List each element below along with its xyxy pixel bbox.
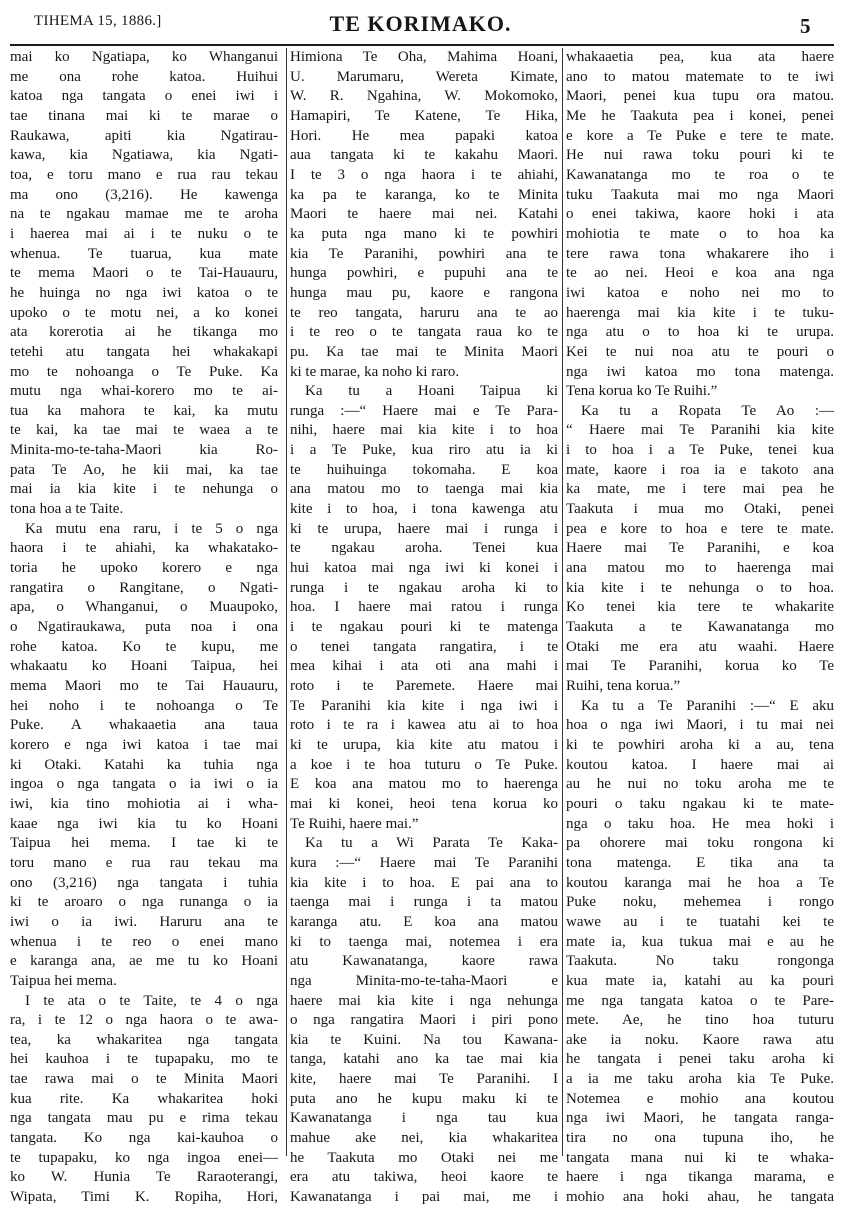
text-line: kura :—“ Haere mai Te Paranihi: [290, 854, 558, 871]
text-line: ki te urupa, kia kite atu matou i: [290, 736, 558, 753]
text-line: ka mate, me i tere mai pea he: [566, 481, 834, 498]
text-line: me nga tangata katoa o te Pare-: [566, 992, 834, 1009]
text-line: Kei te nui noa atu te pouri o: [566, 343, 834, 360]
text-line: Taipua hei mema.: [10, 972, 117, 989]
text-line: a ia me taku aroha kia Te Puke.: [566, 1071, 834, 1088]
text-line: whakaatu ko Hoani Taipua, hei: [10, 658, 278, 675]
text-line: Ko tenei kia tere te whakarite: [566, 599, 834, 616]
text-line: runga :—“ Haere mai e Te Para-: [290, 402, 558, 419]
text-line: “ Haere mai Te Paranihi kia kite: [566, 422, 834, 439]
article-column-2: [290, 48, 558, 1206]
text-line: ki Otaki. Katahi ka tuhia nga: [10, 756, 278, 773]
text-line: Raukawa, apiti kia Ngatirau-: [10, 127, 278, 144]
text-line: He nui rawa toku pouri ki te: [566, 147, 834, 164]
text-line: Me he Taakuta pea i konei, penei: [566, 107, 834, 124]
text-line: kia kite i te nehunga o to hoa.: [566, 579, 834, 596]
text-line: mai Te Paranihi, korua ko Te: [566, 658, 834, 675]
text-line: mea kihai i ata oti ana mahi i: [290, 658, 558, 675]
text-line: he Taakuta mo Otaki nei me: [290, 1149, 558, 1166]
text-line: tira no ona tupuna iho, he: [566, 1130, 834, 1147]
text-line: U. Marumaru, Wereta Kimate,: [290, 68, 558, 85]
text-line: mate ia, kua tukua mai e au he: [566, 933, 834, 950]
text-line: Maori, penei kua tupu ora matou.: [566, 88, 834, 105]
text-line: Tena korua ko Te Ruihi.”: [566, 383, 718, 400]
text-line: kaae nga iwi kia tu ko Hoani: [10, 815, 278, 832]
text-line: ka pa te karanga, ko te Minita: [290, 186, 558, 203]
text-line: runga i te ngakau aroha ki to: [290, 579, 558, 596]
text-line: Taakuta a te Kawanatanga mo: [566, 619, 834, 636]
text-line: Te Ruihi, haere mai.”: [290, 815, 419, 832]
text-line: Taakuta. No taku rongonga: [566, 953, 834, 970]
text-line: Notemea e mohio ana koutou: [566, 1090, 834, 1107]
text-line: pea e kore to hoa e tere te mate.: [566, 520, 834, 537]
text-line: whenua i te reo o enei mano: [10, 933, 278, 950]
text-line: hunga mau pu, kaore e rangona: [290, 284, 558, 301]
text-line: toa, e toru mano e rua rau tekau: [10, 166, 278, 183]
text-line: korero e nga iwi katoa i tae mai: [10, 736, 278, 753]
text-line: hui katoa mai nga iwi ki konei i: [290, 560, 558, 577]
text-line: i te ngakau pouri ki te matenga: [290, 619, 558, 636]
text-line: tanga, katahi ano ka tae mai kia: [290, 1051, 558, 1068]
text-line: Puke noku, mehemea i rongo: [566, 894, 834, 911]
text-line: nga iwi katoa mo tona matenga.: [566, 363, 834, 380]
newspaper-title: TE KORIMAKO.: [329, 11, 512, 36]
text-line: nga Minita-mo-te-taha-Maori e: [290, 972, 558, 989]
text-line: tae rawa mai o te Minita Maori: [10, 1071, 278, 1088]
text-line: ake ia noku. Kaore rawa atu: [566, 1031, 834, 1048]
text-line: ki te powhiri aroha ki a au, tena: [566, 736, 834, 753]
text-line: puta ano he kupu maku ki te: [290, 1090, 558, 1107]
text-line: te reo tangata, haruru ana te ao: [290, 304, 558, 321]
text-line: hei kauhoa i te tupapaku, mo te: [10, 1051, 278, 1068]
text-line: Ka tu a Hoani Taipua ki: [305, 383, 558, 400]
text-line: atu Kawanatanga, kaore rawa: [290, 953, 558, 970]
text-line: Hori. He mea papaki katoa: [290, 127, 558, 144]
article-column-3: [566, 48, 834, 1206]
text-line: rangatira o Rangitane, o Ngati-: [10, 579, 278, 596]
text-line: roto i te ra i kawea atu ai to hoa: [290, 717, 558, 734]
text-line: Otaki me era atu waahi. Haere: [566, 638, 834, 655]
text-line: ki to taenga mai, notemea i era: [290, 933, 558, 950]
text-line: roto i te Paremete. Haere mai: [290, 678, 558, 694]
text-line: koutou katoa. I haere mai ai: [566, 756, 834, 773]
text-line: apa, o Whanganui, o Muaupoko,: [10, 599, 278, 616]
text-line: whakaaetia pea, kua ata haere: [566, 49, 834, 65]
text-line: ono (3,216) nga tangata i tuhia: [10, 874, 278, 891]
text-line: Hamapiri, Te Katene, Te Hika,: [290, 107, 558, 124]
text-line: hoa o nga iwi Maori, i tu mai nei: [566, 717, 834, 734]
text-line: pu. Ka tae mai te Minita Maori: [290, 343, 558, 360]
text-line: e kore a Te Puke e tere te mate.: [566, 127, 834, 144]
text-line: he tangata i penei taku aroha ki: [566, 1051, 834, 1068]
text-line: Ka tu a Ropata Te Ao :—: [581, 402, 834, 419]
text-line: tetehi atu tangata hei whakakapi: [10, 343, 278, 360]
text-line: Kawanatanga i pai mai, me i: [290, 1189, 558, 1206]
text-line: nga atu o to hoa ki te urupa.: [566, 324, 834, 341]
text-line: i te reo o te tangata raua ko te: [290, 324, 558, 341]
text-line: mohiotia te mate o to hoa ka: [566, 225, 834, 242]
text-line: kia kite i to hoa. E pai ana to: [290, 874, 558, 891]
text-line: he huinga no nga iwi katoa o te: [10, 284, 278, 301]
text-line: mai ko Ngatiapa, ko Whanganui: [10, 49, 278, 65]
header-rule: [10, 44, 834, 46]
text-line: E koa ana matou mo to haerenga: [290, 776, 558, 793]
text-line: Puke. A whakaaetia ana taua: [10, 717, 278, 734]
text-line: e karanga ana, ae me tu ko Hoani: [10, 953, 278, 970]
text-line: a koe i te hoa tuturu o Te Puke.: [290, 756, 558, 773]
text-line: W. R. Ngahina, W. Mokomoko,: [290, 88, 558, 105]
text-line: toru mano e rua rau tekau ma: [10, 854, 278, 871]
text-line: tuku Taakuta mai mo nga Maori: [566, 186, 834, 203]
text-line: nga o taku hoa. He mea hoki i: [566, 815, 834, 832]
text-line: mema Maori mo te Tai Hauauru,: [10, 678, 278, 694]
text-line: pa ohorere mai toku rongona ki: [566, 835, 834, 852]
text-line: hei noho i te nohoanga o Te: [10, 697, 278, 714]
text-line: te ao nei. Heoi e koa ana nga: [566, 265, 834, 282]
text-line: pata Te Ao, he kii mai, ka tae: [10, 461, 278, 478]
text-line: tona hoa a te Taite.: [10, 501, 124, 518]
text-line: tae tinana mai ki te marae o: [10, 107, 278, 124]
text-line: whenua. Te tuarua, kua mate: [10, 245, 278, 262]
text-line: Kawanatanga i nga tau kua: [290, 1110, 558, 1127]
text-line: ki te marae, ka noho ki raro.: [290, 363, 460, 380]
column-divider: [286, 48, 287, 1156]
text-line: nga tangata mau pu e rima tekau: [10, 1110, 278, 1127]
text-line: era atu takiwa, heoi kaore te: [290, 1169, 558, 1186]
text-line: ki te aroaro o nga runanga o ia: [10, 894, 278, 911]
text-line: upoko o te motu nei, a ko konei: [10, 304, 278, 321]
page-number: 5: [800, 14, 811, 38]
text-line: mo te nohoanga o Te Puke. Ka: [10, 363, 278, 380]
text-line: na te ngakau mamae me te aroha: [10, 206, 278, 223]
text-line: i a Te Puke, kua riro atu ia ki: [290, 442, 558, 459]
text-line: koutou karanga mai he hoa a Te: [566, 874, 834, 891]
text-line: Ka tu a Wi Parata Te Kaka-: [305, 835, 558, 852]
text-line: o enei takiwa, kaore hoki i ata: [566, 206, 834, 223]
text-line: tona matenga. E tika ana ta: [566, 854, 834, 871]
text-line: o nga rangatira Maori i piri pono: [290, 1012, 558, 1029]
text-line: wawe au i te tuatahi kei te: [566, 913, 834, 930]
text-line: I te 3 o nga haora i te ahiahi,: [290, 166, 558, 183]
text-line: o Ngatiraukawa, puta noa i ona: [10, 619, 278, 636]
text-line: te ngakau aroha. Tenei kua: [290, 540, 558, 557]
text-line: mete. Ae, he tino hoa tuturu: [566, 1012, 834, 1029]
text-line: I te ata o te Taite, te 4 o nga: [25, 992, 278, 1009]
text-line: kite i to hoa, i tona kawenga atu: [290, 501, 558, 518]
text-line: iwi katoa e noho nei mo to: [566, 284, 834, 301]
text-line: toria he upoko korero e nga: [10, 560, 278, 577]
text-line: Wipata, Timi K. Ropiha, Hori,: [10, 1189, 278, 1206]
text-line: o tenei tangata rangatira, i te: [290, 638, 558, 655]
text-line: Maori te haere mai nei. Katahi: [290, 206, 558, 223]
text-line: mai ki konei, heoi tena korua ko: [290, 795, 558, 812]
text-line: hunga powhiri, e pupuhi ana te: [290, 265, 558, 282]
text-line: kia Te Paranihi, powhiri ana te: [290, 245, 558, 262]
text-line: ingoa o nga tangata o ia iwi o ia: [10, 776, 278, 793]
text-line: te tupapaku, ko nga ingoa enei—: [10, 1149, 278, 1166]
text-line: Ka mutu ena raru, i te 5 o nga: [25, 520, 278, 537]
text-line: ka puta nga mano ki te powhiri: [290, 225, 558, 242]
text-line: Ruihi, tena korua.”: [566, 678, 681, 694]
text-line: Haere mai Te Paranihi, e koa: [566, 540, 834, 557]
text-line: iwi, kia tino mohiotia ai i wha-: [10, 795, 278, 812]
text-line: tangata mana nui ki te whaka-: [566, 1149, 834, 1166]
text-line: kite, haere mai Te Paranihi. I: [290, 1071, 558, 1088]
text-line: taenga mai i runga i ta matou: [290, 894, 558, 911]
text-line: rohe katoa. Ko te kupu, me: [10, 638, 278, 655]
text-line: kua rite. Ka whakaritea hoki: [10, 1090, 278, 1107]
text-line: nihi, haere mai kia kite i to hoa: [290, 422, 558, 439]
text-line: ra, i te 12 o nga haora o te awa-: [10, 1012, 278, 1029]
text-line: kawa, kia Ngatiawa, kia Ngati-: [10, 147, 278, 164]
text-line: kia te Kuini. Na tou Kawana-: [290, 1031, 558, 1048]
text-line: Himiona Te Oha, Mahima Hoani,: [290, 49, 558, 65]
article-column-1: [10, 48, 278, 1206]
text-line: ano to matou matemate to te iwi: [566, 68, 834, 85]
text-line: ma ono (3,216). He kawenga: [10, 186, 278, 203]
text-line: kua mate ia, katahi au ka pouri: [566, 972, 834, 989]
text-line: Te Paranihi kia kite i nga iwi i: [290, 697, 558, 714]
text-line: i haerea mai ai i te nuku o te: [10, 225, 278, 242]
text-line: aua tangata ki te kakahu Maori.: [290, 147, 558, 164]
masthead: [0, 0, 841, 48]
text-line: tua ka mahora te kai, ka mutu: [10, 402, 278, 419]
text-line: tangata. Ko nga kai-kauhoa o: [10, 1130, 278, 1147]
text-line: katoa nga tangata o enei iwi i: [10, 88, 278, 105]
text-line: iwi o ia iwi. Haruru ana te: [10, 913, 278, 930]
text-line: te huihuinga tokomaha. E koa: [290, 461, 558, 478]
text-line: pouri o taku ngakau ki te mate-: [566, 795, 834, 812]
text-line: ana matou mo to haerenga mai: [566, 560, 834, 577]
text-line: me ona rohe katoa. Huihui: [10, 68, 278, 85]
text-line: te mema Maori o te Tai-Hauauru,: [10, 265, 278, 282]
text-line: haere mai kia kite i nga nehunga: [290, 992, 558, 1009]
text-line: au he nui no toku aroha me te: [566, 776, 834, 793]
text-line: haerenga mai kia kite i te tuku-: [566, 304, 834, 321]
text-line: Minita-mo-te-taha-Maori kia Ro-: [10, 442, 278, 459]
text-line: Kawanatanga mo te roa o te: [566, 166, 834, 183]
text-line: i to hoa i a Te Puke, tenei kua: [566, 442, 834, 459]
text-line: Taakuta i mua mo Otaki, penei: [566, 501, 834, 518]
text-line: hoa. I haere mai ratou i runga: [290, 599, 558, 616]
text-line: nga iwi Maori, he tangata ranga-: [566, 1110, 834, 1127]
text-line: ata korerotia ai he tikanga mo: [10, 324, 278, 341]
text-line: haora i te ahiahi, ka whakatako-: [10, 540, 278, 557]
text-line: karanga atu. E koa ana matou: [290, 913, 558, 930]
text-line: mohio ana hoki ahau, he tangata: [566, 1189, 834, 1206]
column-divider: [562, 48, 563, 1156]
text-line: mutu nga whai-korero mo te ai-: [10, 383, 278, 400]
text-line: ki te urupa, haere mai i runga i: [290, 520, 558, 537]
text-line: mahue ake nei, kia whakaritea: [290, 1130, 558, 1147]
text-line: te kai, ka tae mai te waea a te: [10, 422, 278, 439]
text-line: ana matou mo to taenga mai kia: [290, 481, 558, 498]
text-line: mai ia kia kite i te nehunga o: [10, 481, 278, 498]
text-line: Ka tu a Te Paranihi :—“ E aku: [581, 697, 834, 714]
issue-date: TIHEMA 15, 1886.]: [34, 13, 162, 29]
text-line: tere rawa tona whakarere iho i: [566, 245, 834, 262]
text-line: Taipua hei mema. I tae ki te: [10, 835, 278, 852]
text-line: haere i nga tikanga marama, e: [566, 1169, 834, 1186]
text-line: tea, ka whakaritea nga tangata: [10, 1031, 278, 1048]
text-line: mate, kaore i roa ia e takoto ana: [566, 461, 834, 478]
text-line: ko W. Hunia Te Raraoterangi,: [10, 1169, 278, 1186]
